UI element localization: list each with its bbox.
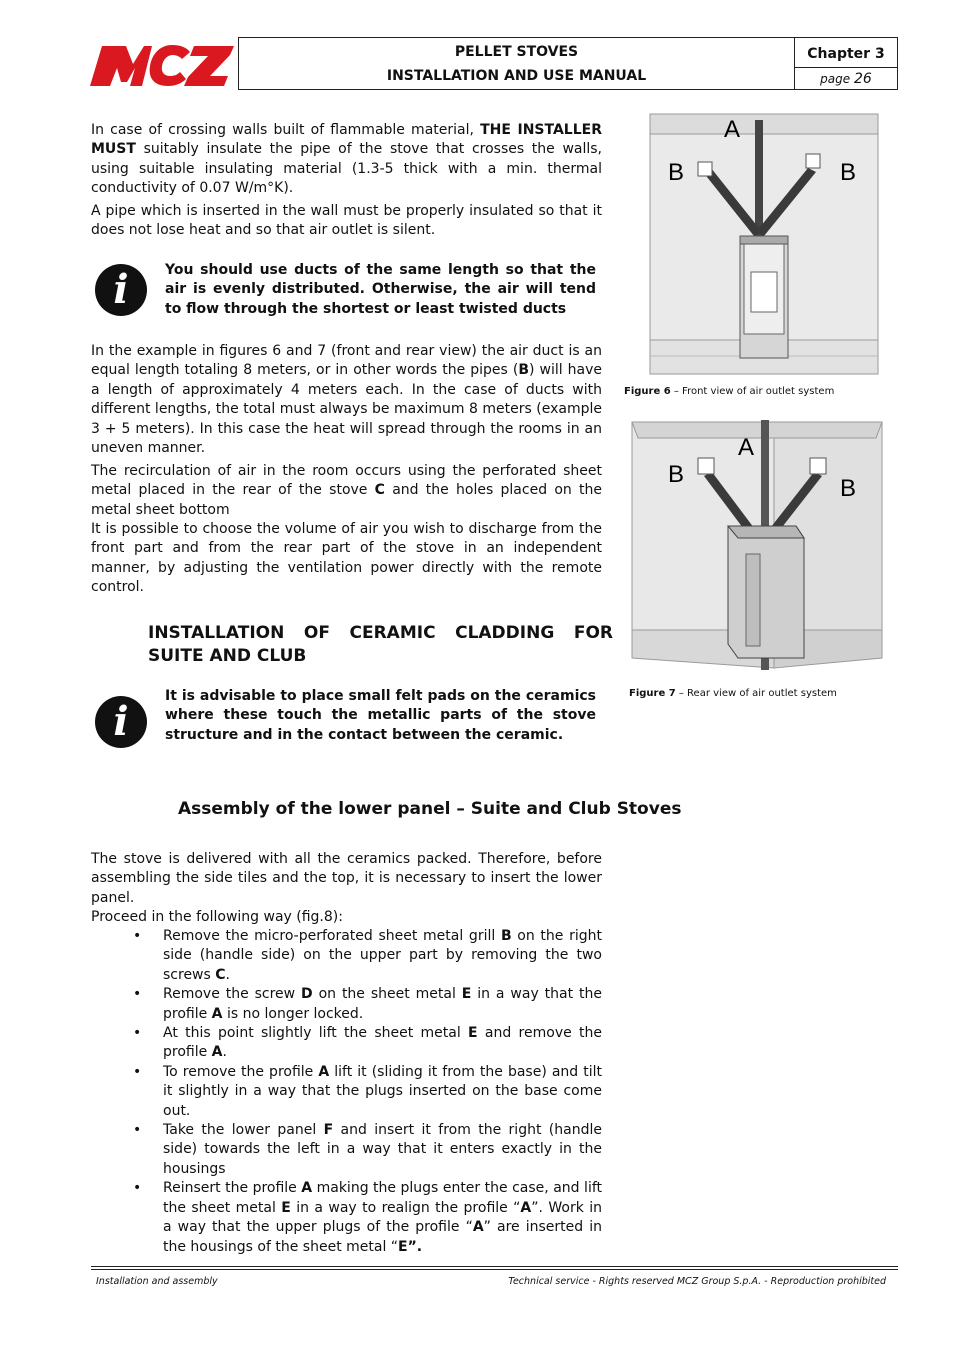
body-paragraph-volume: It is possible to choose the volume of air you wish to discharge from the front part and from the rear part of the stove in an independent manner, by adjusting the ventilation power directly with the remote control. [91, 521, 602, 596]
list-item: • Remove the screw D on the sheet metal E in a way that the profile A is no longer locked. [91, 985, 602, 1024]
footer-divider [91, 1269, 898, 1270]
header-title-line1: PELLET STOVES [454, 44, 579, 60]
figure-6-front-view [648, 112, 880, 376]
header-title-box [238, 37, 795, 90]
list-item: • At this point slightly lift the sheet metal E and remove the profile A. [91, 1024, 602, 1063]
assembly-steps [91, 927, 602, 1257]
note-equal-ducts: You should use ducts of the same length so that the air is evenly distributed. Otherwise, the air will tend to flow through the shortest or least twisted ducts [165, 262, 596, 317]
body-paragraph-ducts: In the example in figures 6 and 7 (front and rear view) the air duct is an equal length totaling 8 meters, or in other words the pipes (B) will have a length of approximately 4 meters each. In the case of ducts with different lengths, the total must always be maximum 8 meters (example 3 + 5 meters). In this case the heat will spread through the rooms in an uneven manner. [91, 343, 602, 457]
section-heading-lower-panel: Assembly of the lower panel – Suite and Club Stoves [178, 799, 682, 819]
intro-paragraph-2: A pipe which is inserted in the wall must be properly insulated so that it does not lose heat and so that air outlet is silent. [91, 203, 602, 239]
list-item: • To remove the profile A lift it (sliding it from the base) and tilt it slightly in a way that the plugs inserted on the base come out. [91, 1063, 602, 1121]
list-item: • Remove the micro-perforated sheet metal grill B on the right side (handle side) on the upper part by removing the two screws C. [91, 927, 602, 985]
figure-6-label-a: A [724, 116, 741, 143]
assembly-paragraph: The stove is delivered with all the ceramics packed. Therefore, before assembling the side tiles and the top, it is necessary to insert the lower panel. [91, 851, 602, 906]
figure-6-label-b-right: B [840, 159, 857, 186]
header-title-line2: INSTALLATION AND USE MANUAL [386, 68, 647, 84]
body-paragraph-recirculation: The recirculation of air in the room occurs using the perforated sheet metal placed in the rear of the stove C and the holes placed on the metal sheet bottom [91, 463, 603, 518]
info-icon: i [95, 696, 147, 748]
list-item: • Take the lower panel F and insert it from the right (handle side) towards the left in a way that it enters exactly in the housings [91, 1121, 602, 1179]
figure-7-rear-view [628, 418, 884, 678]
footer-left: Installation and assembly [96, 1276, 218, 1287]
figure-7-label-b-right: B [840, 475, 857, 502]
intro-paragraph-1: In case of crossing walls built of flammable material, THE INSTALLER MUST suitably insulate the pipe of the stove that crosses the walls, using suitable insulating material (1.3-5 thick with a min. thermal conductivity of 0.07 W/m°K). [91, 122, 602, 197]
info-icon: i [95, 264, 147, 316]
assembly-proceed: Proceed in the following way (fig.8): [91, 909, 343, 925]
chapter-label: Chapter 3 [795, 38, 897, 68]
figure-6-caption: Figure 6 – Front view of air outlet system [624, 386, 835, 397]
figure-7-label-a: A [738, 434, 755, 461]
page-number: page 26 [820, 71, 872, 87]
mcz-logo [90, 42, 236, 88]
note-felt-pads: It is advisable to place small felt pads on the ceramics where these touch the metallic parts of the stove structure and in the contact between the ceramic. [165, 688, 596, 743]
footer-right: Technical service - Rights reserved MCZ Group S.p.A. - Reproduction prohibited [508, 1276, 886, 1287]
section-heading-ceramic: INSTALLATION OF CERAMIC CLADDING FOR SUITE AND CLUB [148, 623, 613, 666]
figure-6-label-b-left: B [668, 159, 685, 186]
figure-7-label-b-left: B [668, 461, 685, 488]
list-item: • Reinsert the profile A making the plugs enter the case, and lift the sheet metal E in a way to realign the profile “A”. Work in a way that the upper plugs of the profile “A” are inserted in the housings of the sheet metal “E”. [91, 1179, 602, 1257]
header-chapter-box [794, 37, 898, 90]
figure-7-caption: Figure 7 – Rear view of air outlet system [629, 688, 837, 699]
footer-divider [91, 1266, 898, 1267]
